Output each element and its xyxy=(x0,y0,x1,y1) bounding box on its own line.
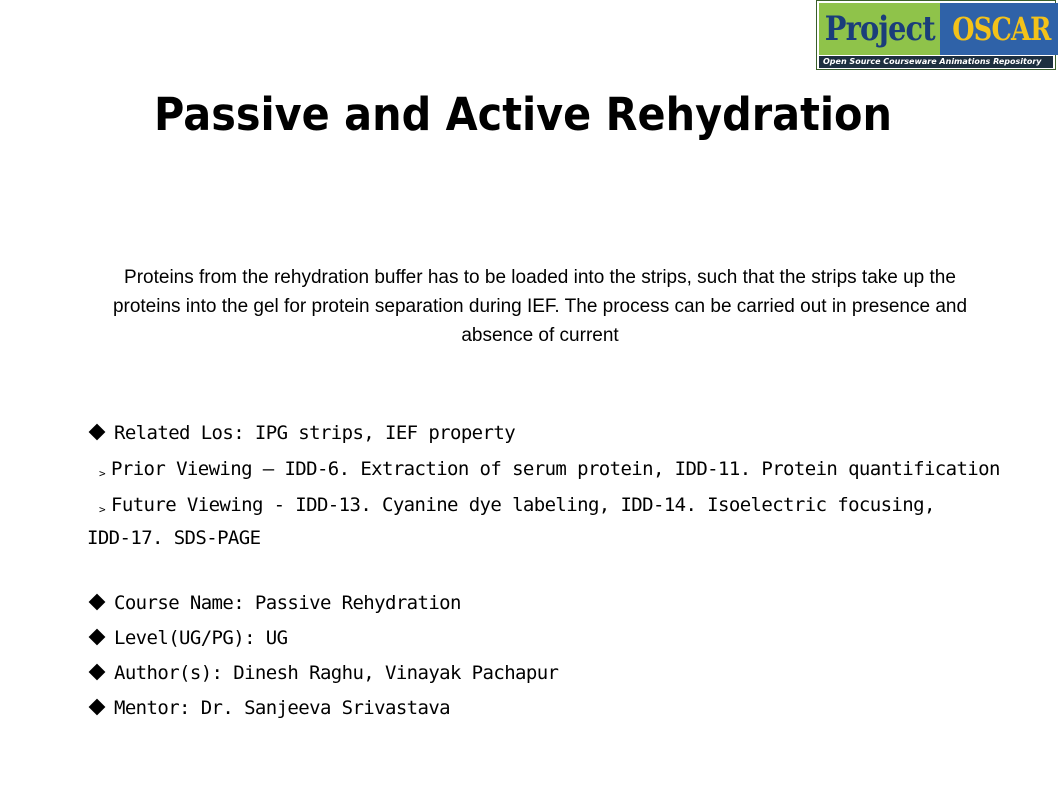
future-viewing-text: Future Viewing - IDD-13. Cyanine dye labeling, IDD-14. Isoelectric focusing, IDD-17. SDS-PAGE xyxy=(87,494,935,549)
logo-blue-panel xyxy=(940,3,1058,55)
diamond-bullet-icon xyxy=(89,699,106,716)
mentor-text: Mentor: Dr. Sanjeeva Srivastava xyxy=(114,697,451,719)
authors-line xyxy=(87,662,558,684)
intro-paragraph: Proteins from the rehydration buffer has to be loaded into the strips, such that the strips take up the proteins into the gel for protein separation during IEF. The process can be carried out in presence and absence of current xyxy=(112,267,968,346)
related-los-text: Related Los: IPG strips, IEF property xyxy=(114,422,516,444)
course-name-text: Course Name: Passive Rehydration xyxy=(114,592,461,614)
slide-title: Passive and Active Rehydration xyxy=(154,88,892,141)
logo-banner xyxy=(819,3,1053,55)
prior-viewing-line xyxy=(87,458,1000,480)
related-los-line xyxy=(87,422,515,444)
mentor-line xyxy=(87,697,450,719)
diamond-bullet-icon xyxy=(89,664,106,681)
diamond-bullet-icon xyxy=(89,594,106,611)
level-text: Level(UG/PG): UG xyxy=(114,627,288,649)
logo-word-oscar: OSCAR xyxy=(952,10,1051,48)
diamond-bullet-icon xyxy=(89,424,106,441)
diamond-bullet-icon xyxy=(89,629,106,646)
logo-green-panel xyxy=(819,3,940,55)
future-viewing-line xyxy=(87,490,987,554)
authors-text: Author(s): Dinesh Raghu, Vinayak Pachapur xyxy=(114,662,559,684)
level-line xyxy=(87,627,287,649)
logo-tagline: Open Source Courseware Animations Repository xyxy=(819,56,1053,68)
project-oscar-logo xyxy=(816,0,1056,70)
arrow-bullet-icon: > xyxy=(99,503,106,516)
course-name-line xyxy=(87,592,461,614)
arrow-bullet-icon: > xyxy=(99,467,106,480)
prior-viewing-text: Prior Viewing – IDD-6. Extraction of serum protein, IDD-11. Protein quantification xyxy=(111,458,1000,480)
logo-word-project: Project xyxy=(824,9,935,49)
